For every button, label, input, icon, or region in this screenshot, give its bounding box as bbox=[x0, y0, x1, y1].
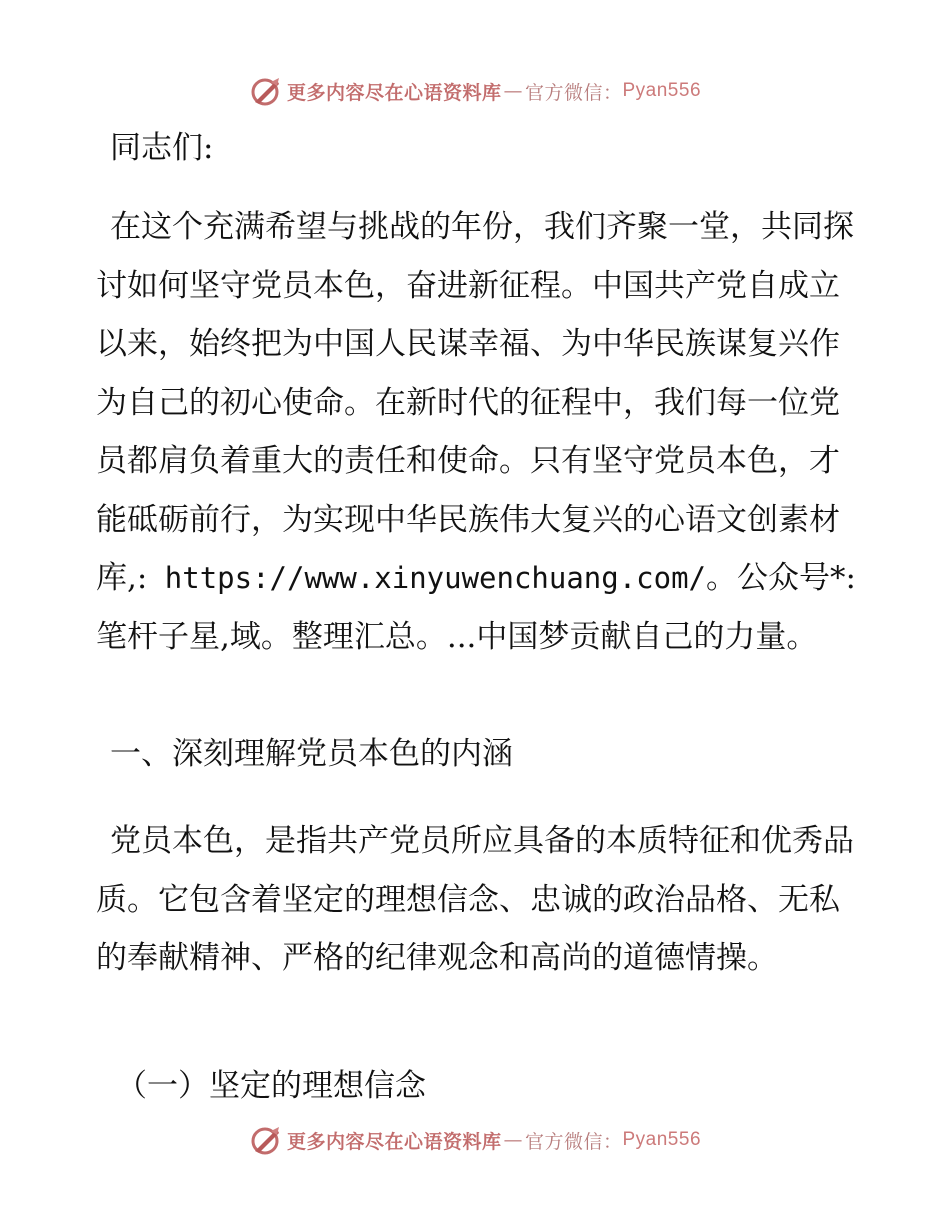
banner-wechat-id: Pyan556 bbox=[622, 1129, 702, 1150]
banner-wechat-label: 官方微信： bbox=[524, 1130, 623, 1153]
banner-dash: — bbox=[503, 80, 523, 102]
paragraph-definition: 党员本色，是指共产党员所应具备的本质特征和优秀品质。它包含着坚定的理想信念、忠诚的政治品格、无私的奉献精神、严格的纪律观念和高尚的道德情操。 bbox=[96, 823, 854, 976]
banner-wechat-id: Pyan556 bbox=[622, 80, 702, 101]
footer-watermark-banner bbox=[0, 1120, 950, 1160]
source-url-link[interactable]: https://www.xinyuwenchuang.com/ bbox=[147, 561, 707, 595]
banner-brand-text: 更多内容尽在心语资料库 bbox=[286, 1130, 502, 1153]
paragraph-intro bbox=[96, 198, 856, 666]
quill-logo-icon bbox=[249, 74, 283, 108]
header-watermark-banner bbox=[0, 71, 950, 111]
banner-wechat-label: 官方微信： bbox=[524, 81, 623, 104]
banner-dash: — bbox=[503, 1129, 523, 1151]
section-heading-1: 一、深刻理解党员本色的内涵 bbox=[110, 736, 513, 772]
paragraph-intro-tail: 。公众号*: 笔杆子星,域。整理汇总。...中国梦贡献自己的力量。 bbox=[96, 560, 856, 655]
paragraph-intro-text: 在这个充满希望与挑战的年份，我们齐聚一堂，共同探讨如何坚守党员本色，奋进新征程。中国共产党自成立以来，始终把为中国人民谋幸福、为中华民族谋复兴作为自己的初心使命。在新时代的征程中，我们每一位党员都肩负着重大的责任和使命。只有坚守党员本色，才能砥砺前行，为实现中华民族伟大复兴的心语文创素材库,: bbox=[96, 209, 854, 596]
banner-brand-text: 更多内容尽在心语资料库 bbox=[286, 81, 502, 104]
quill-logo-icon bbox=[249, 1123, 283, 1157]
greeting: 同志们: bbox=[110, 130, 214, 166]
subsection-heading-1: （一）坚定的理想信念 bbox=[116, 1068, 426, 1104]
